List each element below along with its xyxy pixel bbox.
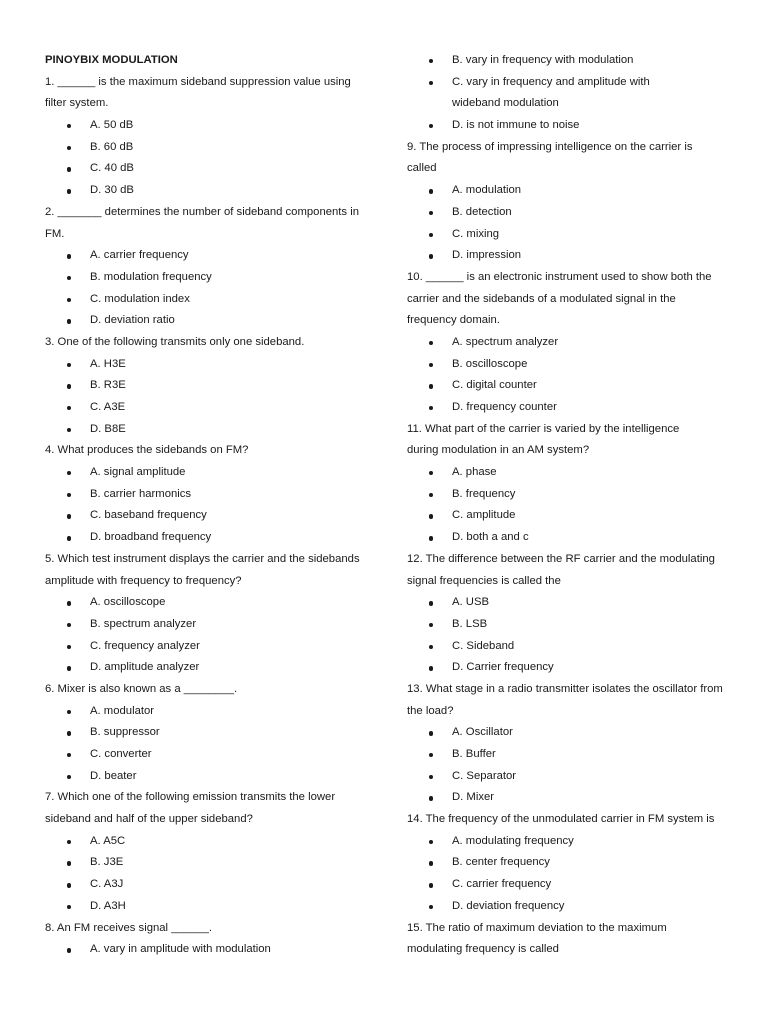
question-line: 7. Which one of the following emission transmits the lower [45,791,336,804]
answer-option: B. suppressor [45,722,380,744]
question-line: 8. An FM receives signal ______. [45,921,213,934]
question-line: the load? [407,704,454,717]
answer-option: A. phase [407,462,737,484]
answer-option: C. mixing [407,224,737,246]
answer-option: B. vary in frequency with modulation [407,50,737,72]
answer-option: B. detection [407,202,737,224]
question-line: 2. _______ determines the number of sideband components in [45,205,360,218]
question-line: FM. [45,227,65,240]
question-line: 15. The ratio of maximum deviation to the maximum [407,921,667,934]
answer-option: A. H3E [45,354,380,376]
answer-option: C. baseband frequency [45,505,380,527]
answer-option: B. J3E [45,852,380,874]
answer-option: B. center frequency [407,852,737,874]
answer-option: A. Oscillator [407,722,737,744]
question-line: 1. ______ is the maximum sideband suppression value using [45,75,351,88]
left-column [45,50,380,961]
answer-option: B. Buffer [407,744,737,766]
question-line: 12. The difference between the RF carrier and the modulating [407,552,715,565]
answer-option: C. vary in frequency and amplitude with [407,72,737,94]
question-line: 14. The frequency of the unmodulated carrier in FM system is [407,813,715,826]
right-column [407,50,737,961]
answer-option: D. beater [45,766,380,788]
answer-option: A. carrier frequency [45,245,380,267]
answer-option: A. signal amplitude [45,462,380,484]
answer-option: C. frequency analyzer [45,636,380,658]
answer-option: B. spectrum analyzer [45,614,380,636]
answer-option: A. A5C [45,831,380,853]
answer-option: A. spectrum analyzer [407,332,737,354]
answer-option: A. modulation [407,180,737,202]
question-line: 10. ______ is an electronic instrument used to show both the [407,270,712,283]
question-line: during modulation in an AM system? [407,444,590,457]
answer-option: D. impression [407,245,737,267]
question-line: 6. Mixer is also known as a ________. [45,682,238,695]
answer-option: B. carrier harmonics [45,484,380,506]
question-line: signal frequencies is called the [407,574,561,587]
answer-option: D. Mixer [407,787,737,809]
question-line: 4. What produces the sidebands on FM? [45,444,249,457]
answer-option: D. broadband frequency [45,527,380,549]
answer-option: C. A3J [45,874,380,896]
answer-option: D. Carrier frequency [407,657,737,679]
answer-option: C. modulation index [45,289,380,311]
answer-option: B. R3E [45,375,380,397]
answer-option: C. amplitude [407,505,737,527]
answer-option: A. vary in amplitude with modulation [45,939,380,961]
answer-option: D. both a and c [407,527,737,549]
question-line: amplitude with frequency to frequency? [45,574,242,587]
answer-option: C. A3E [45,397,380,419]
question-line: frequency domain. [407,314,500,327]
answer-option: D. B8E [45,419,380,441]
answer-option: B. frequency [407,484,737,506]
answer-option: C. Separator [407,766,737,788]
answer-option: D. 30 dB [45,180,380,202]
answer-option: A. USB [407,592,737,614]
question-line: 9. The process of impressing intelligence on the carrier is [407,140,693,153]
answer-option: B. oscilloscope [407,354,737,376]
answer-option: D. deviation ratio [45,310,380,332]
answer-option: D. A3H [45,896,380,918]
question-line: carrier and the sidebands of a modulated signal in the [407,292,676,305]
question-line: sideband and half of the upper sideband? [45,813,253,826]
answer-option: C. Sideband [407,636,737,658]
answer-option: A. 50 dB [45,115,380,137]
question-line: called [407,162,437,175]
question-line: modulating frequency is called [407,943,559,956]
answer-option: B. 60 dB [45,137,380,159]
question-line: 5. Which test instrument displays the carrier and the sidebands [45,552,360,565]
answer-option: B. modulation frequency [45,267,380,289]
answer-option: A. modulating frequency [407,831,737,853]
document-title: PINOYBIX MODULATION [45,54,178,66]
question-line: filter system. [45,97,109,110]
question-line: 13. What stage in a radio transmitter isolates the oscillator from [407,682,723,695]
answer-option: D. amplitude analyzer [45,657,380,679]
answer-option: C. 40 dB [45,158,380,180]
answer-option-continuation: wideband modulation [452,97,559,110]
question-line: 3. One of the following transmits only one sideband. [45,335,305,348]
answer-option: D. deviation frequency [407,896,737,918]
answer-option: C. converter [45,744,380,766]
answer-option: C. carrier frequency [407,874,737,896]
answer-option: C. digital counter [407,375,737,397]
answer-option: B. LSB [407,614,737,636]
answer-option: D. is not immune to noise [407,115,737,137]
question-line: 11. What part of the carrier is varied by the intelligence [407,422,680,435]
answer-option: A. modulator [45,701,380,723]
answer-option: D. frequency counter [407,397,737,419]
answer-option: A. oscilloscope [45,592,380,614]
